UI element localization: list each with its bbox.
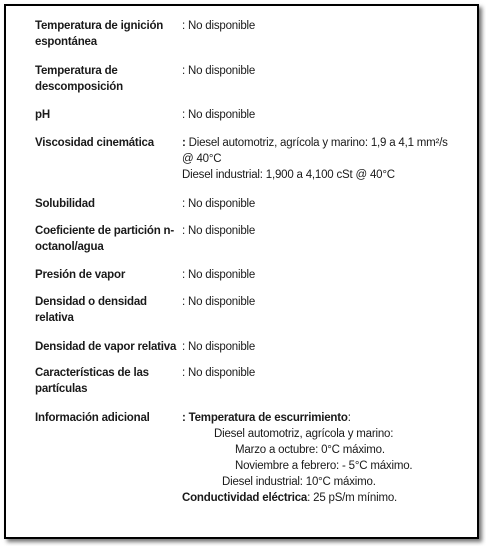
label: Densidad o densidad relativa bbox=[35, 296, 147, 324]
label: Solubilidad bbox=[35, 198, 95, 210]
label: Viscosidad cinemática bbox=[35, 137, 154, 149]
value: : No disponible bbox=[182, 341, 256, 353]
conductivity-label: Conductividad eléctrica bbox=[182, 492, 308, 504]
value: : No disponible bbox=[182, 296, 256, 308]
label: Densidad de vapor relativa bbox=[35, 341, 177, 353]
pour-line-c: Noviembre a febrero: - 5°C máximo. bbox=[235, 460, 413, 472]
value: : Diesel automotriz, agrícola y marino: 1,9 a 4,1 mm²/s @ 40°C Diesel industrial: 1,900 a 4,100 cSt @ 40°C bbox=[182, 135, 462, 183]
value: : No disponible bbox=[182, 198, 256, 210]
value: : No disponible bbox=[182, 367, 256, 379]
label: Información adicional bbox=[35, 412, 150, 424]
label: Temperatura de ignición espontánea bbox=[35, 20, 164, 48]
value: : No disponible bbox=[182, 269, 256, 281]
value: : No disponible bbox=[182, 65, 256, 77]
viscosity-line2: Diesel industrial: 1,900 a 4,100 cSt @ 40°C bbox=[182, 169, 395, 181]
viscosity-line1: Diesel automotriz, agrícola y marino: 1,9 a 4,1 mm²/s @ 40°C bbox=[182, 137, 448, 165]
label: pH bbox=[35, 109, 50, 121]
pour-line-b: Marzo a octubre: 0°C máximo. bbox=[235, 444, 385, 456]
value: : No disponible bbox=[182, 225, 256, 237]
label: Características de las partículas bbox=[35, 367, 149, 395]
conductivity-value: : 25 pS/m mínimo. bbox=[307, 492, 398, 504]
document-frame bbox=[4, 4, 479, 539]
label: Temperatura de descomposición bbox=[35, 65, 123, 93]
value: : No disponible bbox=[182, 20, 256, 32]
label: Presión de vapor bbox=[35, 269, 126, 281]
pour-point-heading: Temperatura de escurrimiento bbox=[188, 412, 348, 424]
value: : No disponible bbox=[182, 109, 256, 121]
pour-line-a: Diesel automotriz, agrícola y marino: bbox=[214, 428, 394, 440]
value: : Temperatura de escurrimiento: Diesel automotriz, agrícola y marino: Marzo a octubre: 0°C máximo. Noviembre a febrero: - 5°C máximo. Diesel industrial: 10°C máximo. Conductividad eléctrica: 25 pS/m mínimo. bbox=[182, 410, 467, 506]
pour-line-d: Diesel industrial: 10°C máximo. bbox=[222, 476, 376, 488]
label: Coeficiente de partición n-octanol/agua bbox=[35, 225, 175, 253]
